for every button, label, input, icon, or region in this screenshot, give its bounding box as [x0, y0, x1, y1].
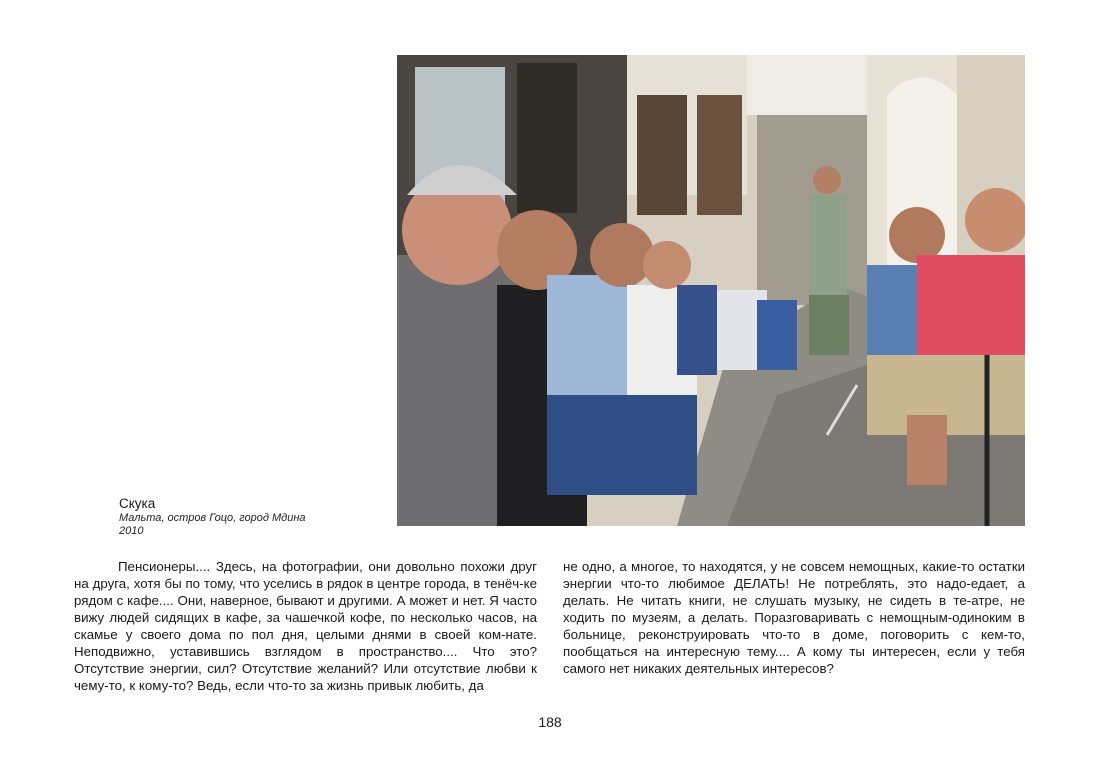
page-number: 188 — [538, 714, 562, 730]
body-text-right-column: не одно, а многое, то находятся, у не совсем немощных, какие-то остатки энергии что-то любимое ДЕЛАТЬ! Не потреблять, это надо-едает, а делать. Не читать книги, не слушать музыку, не сидеть в те-атре, не ходить по музеям, а делать. Поразговаривать с немощным-одиноким в больнице, реконструировать что-то в доме, поговорить с кем-то, пообщаться на интересную тему.... А кому ты интересен, если у тебя самого нет никаких деятельных интересов? — [563, 559, 1025, 676]
photo-caption — [119, 496, 379, 538]
caption-year: 2010 — [119, 525, 144, 537]
photo — [397, 55, 1025, 526]
photo-pensioners-icon — [397, 55, 1025, 526]
caption-title: Скука — [119, 496, 156, 511]
body-text-left-column: Пенсионеры.... Здесь, на фотографии, они довольно похожи друг на друга, хотя бы по тому, что уселись в рядок в центре города, в тенёч-ке рядом с кафе.... Они, наверное, бывают и другими. А может и нет. Я часто вижу людей сидящих в кафе, за чашечкой кофе, по несколько часов, на скамье у своего дома по пол дня, целыми днями в своей ком-нате. Неподвижно, уставившись взглядом в пространство.... Что это? Отсутствие энергии, сил? Отсутствие желаний? Или отсутствие любви к чему-то, к кому-то? Ведь, если что-то за жизнь привык любить, да — [74, 559, 537, 693]
caption-place: Мальта, остров Гоцо, город Мдина — [119, 512, 306, 524]
